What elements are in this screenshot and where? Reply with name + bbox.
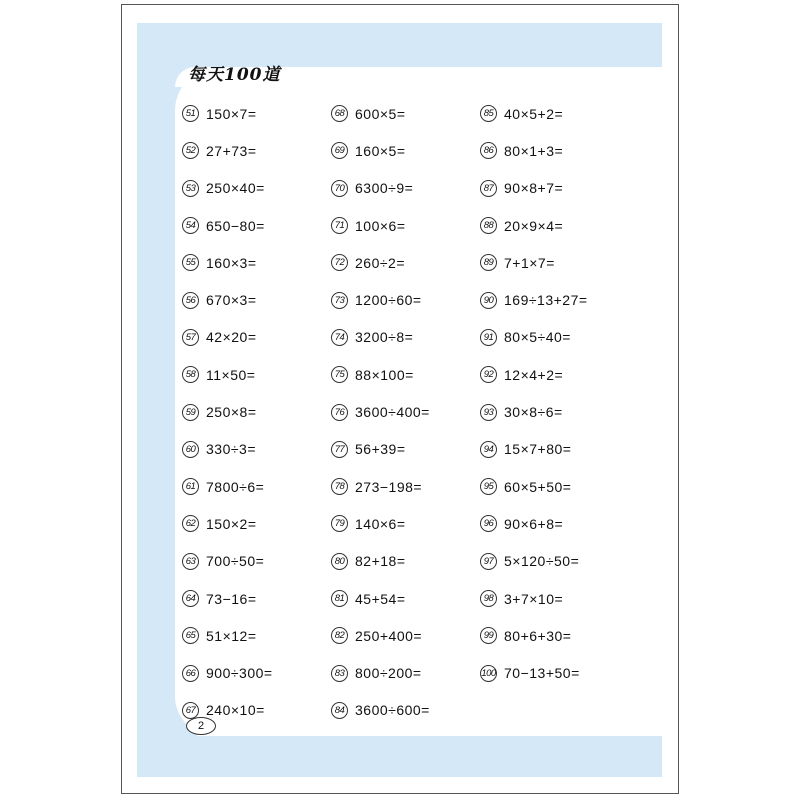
bottom-decor-band bbox=[137, 736, 662, 777]
problem-expression: 3200÷8= bbox=[355, 329, 414, 346]
problem-expression: 800÷200= bbox=[355, 665, 422, 682]
problem-item bbox=[182, 654, 273, 691]
problem-item bbox=[480, 170, 588, 207]
problem-number-badge: 60 bbox=[182, 441, 199, 458]
problem-number-badge: 73 bbox=[331, 292, 348, 309]
problem-expression: 250×8= bbox=[206, 404, 257, 421]
problem-expression: 650−80= bbox=[206, 217, 265, 234]
problem-number-badge: 97 bbox=[480, 553, 497, 570]
page-title: 每天100道 bbox=[188, 65, 281, 85]
problem-expression: 160×5= bbox=[355, 142, 406, 159]
problem-number-badge: 70 bbox=[331, 180, 348, 197]
problem-item bbox=[182, 543, 273, 580]
problem-item bbox=[182, 505, 273, 542]
problem-number-badge: 82 bbox=[331, 627, 348, 644]
problem-number-badge: 88 bbox=[480, 217, 497, 234]
problem-item bbox=[331, 132, 430, 169]
problem-item bbox=[331, 543, 430, 580]
problem-item bbox=[331, 95, 430, 132]
problem-number-badge: 80 bbox=[331, 553, 348, 570]
problem-number-badge: 69 bbox=[331, 142, 348, 159]
problem-item bbox=[182, 319, 273, 356]
problem-number-badge: 95 bbox=[480, 478, 497, 495]
problem-expression: 80+6+30= bbox=[504, 627, 572, 644]
problem-expression: 240×10= bbox=[206, 702, 265, 719]
problem-item bbox=[480, 431, 588, 468]
problem-expression: 51×12= bbox=[206, 627, 257, 644]
problem-number-badge: 83 bbox=[331, 665, 348, 682]
problem-number-badge: 67 bbox=[182, 702, 199, 719]
problem-item bbox=[480, 132, 588, 169]
problem-number-badge: 51 bbox=[182, 105, 199, 122]
problem-item bbox=[331, 393, 430, 430]
problem-expression: 169÷13+27= bbox=[504, 292, 588, 309]
problem-number-badge: 76 bbox=[331, 404, 348, 421]
problem-expression: 7800÷6= bbox=[206, 478, 265, 495]
problem-item bbox=[182, 95, 273, 132]
problem-expression: 330÷3= bbox=[206, 441, 257, 458]
problem-expression: 90×6+8= bbox=[504, 515, 564, 532]
problem-item bbox=[331, 468, 430, 505]
problem-expression: 3600÷600= bbox=[355, 702, 430, 719]
problem-item bbox=[182, 468, 273, 505]
problem-item bbox=[182, 356, 273, 393]
problem-item bbox=[331, 692, 430, 729]
problem-expression: 80×1+3= bbox=[504, 142, 564, 159]
problem-number-badge: 57 bbox=[182, 329, 199, 346]
problem-number-badge: 52 bbox=[182, 142, 199, 159]
problem-item bbox=[331, 617, 430, 654]
problem-number-badge: 61 bbox=[182, 478, 199, 495]
problem-item bbox=[480, 468, 588, 505]
problem-expression: 42×20= bbox=[206, 329, 257, 346]
problem-expression: 100×6= bbox=[355, 217, 406, 234]
problem-expression: 80×5÷40= bbox=[504, 329, 571, 346]
problem-expression: 40×5+2= bbox=[504, 105, 564, 122]
problem-number-badge: 100 bbox=[480, 665, 497, 682]
problem-number-badge: 92 bbox=[480, 366, 497, 383]
problem-number-badge: 54 bbox=[182, 217, 199, 234]
problem-item bbox=[331, 505, 430, 542]
problem-number-badge: 94 bbox=[480, 441, 497, 458]
problem-expression: 160×3= bbox=[206, 254, 257, 271]
problem-expression: 3600÷400= bbox=[355, 404, 430, 421]
problem-number-badge: 86 bbox=[480, 142, 497, 159]
problem-number-badge: 71 bbox=[331, 217, 348, 234]
problem-number-badge: 66 bbox=[182, 665, 199, 682]
problem-number-badge: 85 bbox=[480, 105, 497, 122]
problem-item bbox=[331, 319, 430, 356]
problem-item bbox=[182, 580, 273, 617]
problem-expression: 15×7+80= bbox=[504, 441, 572, 458]
problem-item bbox=[182, 281, 273, 318]
problem-item bbox=[182, 617, 273, 654]
problem-expression: 20×9×4= bbox=[504, 217, 564, 234]
problem-number-badge: 96 bbox=[480, 515, 497, 532]
problem-item bbox=[480, 356, 588, 393]
problem-item bbox=[480, 319, 588, 356]
problem-number-badge: 75 bbox=[331, 366, 348, 383]
problem-number-badge: 77 bbox=[331, 441, 348, 458]
problem-expression: 3+7×10= bbox=[504, 590, 564, 607]
problem-item bbox=[182, 132, 273, 169]
problem-expression: 7+1×7= bbox=[504, 254, 555, 271]
problem-expression: 30×8÷6= bbox=[504, 404, 563, 421]
problem-number-badge: 72 bbox=[331, 254, 348, 271]
problem-column-2 bbox=[331, 95, 430, 729]
problem-expression: 150×2= bbox=[206, 515, 257, 532]
problem-expression: 600×5= bbox=[355, 105, 406, 122]
problem-column-1 bbox=[182, 95, 273, 729]
problem-number-badge: 56 bbox=[182, 292, 199, 309]
problem-expression: 45+54= bbox=[355, 590, 406, 607]
problem-expression: 150×7= bbox=[206, 105, 257, 122]
problem-item bbox=[331, 580, 430, 617]
problem-expression: 700÷50= bbox=[206, 553, 265, 570]
problem-number-badge: 89 bbox=[480, 254, 497, 271]
problem-expression: 11×50= bbox=[206, 366, 256, 383]
problem-item bbox=[480, 543, 588, 580]
problem-expression: 90×8+7= bbox=[504, 180, 564, 197]
problem-column-3 bbox=[480, 95, 588, 692]
problem-expression: 250×40= bbox=[206, 180, 265, 197]
problem-expression: 5×120÷50= bbox=[504, 553, 580, 570]
problem-item bbox=[480, 580, 588, 617]
problem-number-badge: 68 bbox=[331, 105, 348, 122]
problem-item bbox=[331, 281, 430, 318]
problem-item bbox=[331, 244, 430, 281]
problem-number-badge: 74 bbox=[331, 329, 348, 346]
problem-expression: 250+400= bbox=[355, 627, 423, 644]
problem-item bbox=[182, 393, 273, 430]
problem-number-badge: 78 bbox=[331, 478, 348, 495]
problem-item bbox=[182, 431, 273, 468]
problem-expression: 82+18= bbox=[355, 553, 406, 570]
page-number: 2 bbox=[186, 717, 216, 735]
problem-number-badge: 91 bbox=[480, 329, 497, 346]
problem-item bbox=[331, 170, 430, 207]
problem-number-badge: 62 bbox=[182, 515, 199, 532]
problem-number-badge: 84 bbox=[331, 702, 348, 719]
problem-item bbox=[331, 207, 430, 244]
problem-number-badge: 90 bbox=[480, 292, 497, 309]
problem-expression: 73−16= bbox=[206, 590, 257, 607]
problem-expression: 670×3= bbox=[206, 292, 257, 309]
problem-number-badge: 63 bbox=[182, 553, 199, 570]
problem-item bbox=[480, 654, 588, 691]
problem-expression: 260÷2= bbox=[355, 254, 406, 271]
problem-expression: 1200÷60= bbox=[355, 292, 422, 309]
problem-item bbox=[480, 393, 588, 430]
problem-item bbox=[480, 505, 588, 542]
problem-expression: 900÷300= bbox=[206, 665, 273, 682]
problem-expression: 6300÷9= bbox=[355, 180, 414, 197]
problem-number-badge: 53 bbox=[182, 180, 199, 197]
problem-item bbox=[480, 281, 588, 318]
problem-number-badge: 55 bbox=[182, 254, 199, 271]
problem-item bbox=[480, 244, 588, 281]
problem-number-badge: 64 bbox=[182, 590, 199, 607]
problem-item bbox=[480, 207, 588, 244]
problem-number-badge: 98 bbox=[480, 590, 497, 607]
problem-expression: 70−13+50= bbox=[504, 665, 580, 682]
problem-number-badge: 93 bbox=[480, 404, 497, 421]
problem-expression: 12×4+2= bbox=[504, 366, 564, 383]
problem-item bbox=[331, 356, 430, 393]
problem-number-badge: 59 bbox=[182, 404, 199, 421]
problem-item bbox=[331, 431, 430, 468]
problem-number-badge: 99 bbox=[480, 627, 497, 644]
problem-number-badge: 79 bbox=[331, 515, 348, 532]
problem-item bbox=[182, 207, 273, 244]
problem-item bbox=[480, 95, 588, 132]
problem-item bbox=[480, 617, 588, 654]
problem-number-badge: 65 bbox=[182, 627, 199, 644]
problem-expression: 56+39= bbox=[355, 441, 406, 458]
problem-item bbox=[182, 170, 273, 207]
problem-number-badge: 58 bbox=[182, 366, 199, 383]
problem-expression: 60×5+50= bbox=[504, 478, 572, 495]
problem-expression: 273−198= bbox=[355, 478, 423, 495]
problem-number-badge: 87 bbox=[480, 180, 497, 197]
problem-number-badge: 81 bbox=[331, 590, 348, 607]
problem-expression: 27+73= bbox=[206, 142, 257, 159]
problem-expression: 88×100= bbox=[355, 366, 414, 383]
problem-expression: 140×6= bbox=[355, 515, 406, 532]
problem-item bbox=[182, 244, 273, 281]
problem-item bbox=[331, 654, 430, 691]
